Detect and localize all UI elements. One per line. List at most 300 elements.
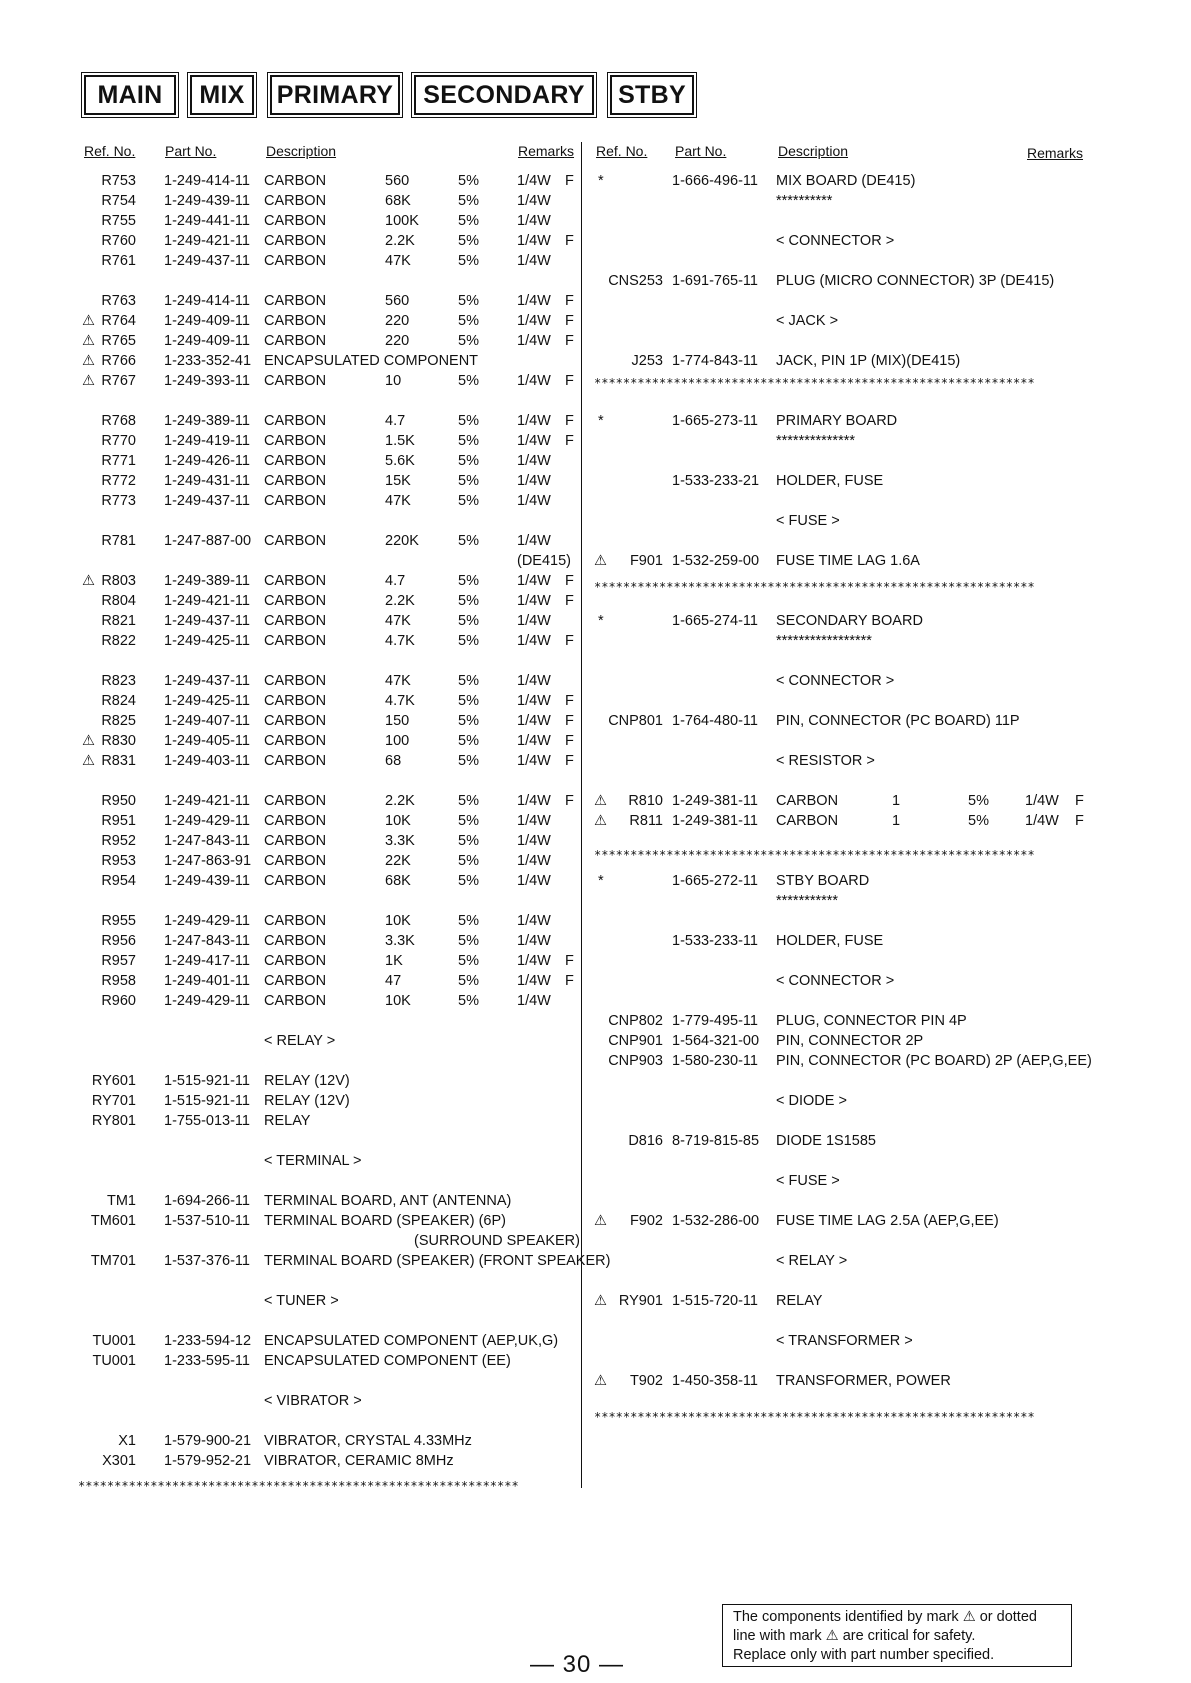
part-no: 1-249-405-11: [164, 733, 250, 749]
description: CARBON: [264, 993, 327, 1009]
flag: F: [565, 733, 574, 749]
ref-no: R753: [101, 173, 136, 189]
power-rating: 1/4W: [517, 213, 551, 229]
value: 220: [385, 313, 410, 329]
part-no: 1-249-409-11: [164, 313, 250, 329]
description: PLUG, CONNECTOR PIN 4P: [776, 1013, 967, 1029]
description: CARBON: [264, 933, 327, 949]
power-rating: 1/4W: [517, 853, 551, 869]
value: 4.7K: [385, 693, 415, 709]
description: CARBON: [264, 533, 327, 549]
tab-secondary[interactable]: SECONDARY: [414, 75, 594, 115]
description: SECONDARY BOARD: [776, 613, 923, 629]
ref-no: T902: [629, 1373, 663, 1389]
tab-mix[interactable]: MIX: [190, 75, 254, 115]
part-no: 1-249-409-11: [164, 333, 250, 349]
tolerance: 5%: [458, 233, 479, 249]
part-no: 1-779-495-11: [672, 1013, 758, 1029]
tolerance: 5%: [458, 253, 479, 269]
value: 3.3K: [385, 933, 415, 949]
value: 68: [385, 753, 402, 769]
description: < TRANSFORMER >: [776, 1333, 913, 1349]
ref-no: R763: [101, 293, 136, 309]
description: < JACK >: [776, 313, 839, 329]
value: 10K: [385, 993, 411, 1009]
part-no: 1-247-863-91: [164, 853, 252, 869]
part-no: 1-249-437-11: [164, 673, 250, 689]
power-rating: 1/4W: [517, 993, 551, 1009]
part-no: 1-249-429-11: [164, 993, 250, 1009]
ref-no: R960: [101, 993, 136, 1009]
description: < TERMINAL >: [264, 1153, 362, 1169]
description: PIN, CONNECTOR (PC BOARD) 11P: [776, 713, 1020, 729]
table-row: [0, 952, 580, 970]
ref-no: CNS253: [608, 273, 663, 289]
table-row: [0, 1092, 1100, 1110]
ref-no: R958: [101, 973, 136, 989]
ref-no: R770: [101, 433, 136, 449]
ref-no: R768: [101, 413, 136, 429]
description: TERMINAL BOARD, ANT (ANTENNA): [264, 1193, 512, 1209]
flag: F: [565, 753, 574, 769]
description: CARBON: [264, 793, 327, 809]
tolerance: 5%: [458, 833, 479, 849]
description: PIN, CONNECTOR (PC BOARD) 2P (AEP,G,EE): [776, 1053, 1092, 1069]
ref-no: R831: [101, 753, 136, 769]
tolerance: 5%: [458, 733, 479, 749]
table-row: [0, 1392, 580, 1410]
ref-no: CNP802: [608, 1013, 663, 1029]
ref-no: R952: [101, 833, 136, 849]
power-rating: 1/4W: [517, 673, 551, 689]
ref-no: RY701: [91, 1093, 136, 1109]
notice-text-2b: are critical for safety.: [838, 1628, 976, 1644]
ref-no: R955: [101, 913, 136, 929]
value: 47K: [385, 673, 411, 689]
value: 4.7K: [385, 633, 415, 649]
description: CARBON: [776, 813, 839, 829]
tolerance: 5%: [458, 933, 479, 949]
value: 47K: [385, 493, 411, 509]
description: TRANSFORMER, POWER: [776, 1373, 951, 1389]
ref-no: R953: [101, 853, 136, 869]
ref-no: R824: [101, 693, 136, 709]
power-rating: (DE415): [517, 553, 571, 569]
part-no: 1-249-389-11: [164, 573, 250, 589]
part-no: 1-247-843-11: [164, 833, 250, 849]
ref-no: D816: [628, 1133, 663, 1149]
description: CARBON: [264, 633, 327, 649]
value: 47K: [385, 253, 411, 269]
table-row: [0, 412, 1100, 430]
warning-triangle-icon: ⚠: [82, 753, 95, 769]
notice-text-2a: line with mark: [733, 1628, 826, 1644]
ref-no: *: [598, 413, 604, 429]
part-no: 1-665-274-11: [672, 613, 758, 629]
power-rating: 1/4W: [517, 613, 551, 629]
part-no: 1-694-266-11: [164, 1193, 250, 1209]
description: < TUNER >: [264, 1293, 339, 1309]
description: RELAY (12V): [264, 1073, 350, 1089]
power-rating: 1/4W: [517, 753, 551, 769]
right-header-remarks: Remarks: [1027, 145, 1084, 161]
flag: F: [1075, 813, 1084, 829]
description: CARBON: [264, 853, 327, 869]
flag: F: [1075, 793, 1084, 809]
description: < RELAY >: [776, 1253, 848, 1269]
ref-no: J253: [631, 353, 663, 369]
table-row: [0, 692, 580, 710]
power-rating: 1/4W: [517, 233, 551, 249]
description: RELAY: [264, 1113, 311, 1129]
part-no: 1-450-358-11: [672, 1373, 758, 1389]
description-continued: (SURROUND SPEAKER): [414, 1233, 580, 1249]
part-no: 1-249-419-11: [164, 433, 250, 449]
part-no: 1-233-595-11: [164, 1353, 250, 1369]
left-end-stars: *************************************************************: [78, 1479, 519, 1493]
flag: F: [565, 313, 574, 329]
tolerance: 5%: [458, 613, 479, 629]
value: 10: [385, 373, 402, 389]
description: CARBON: [264, 413, 327, 429]
section-end-stars: *************************************************************: [594, 848, 1035, 862]
right-header-part: Part No.: [675, 143, 727, 159]
tolerance: 5%: [458, 973, 479, 989]
warning-triangle-icon: ⚠: [962, 1609, 976, 1625]
notice-text-1b: or dotted: [975, 1609, 1037, 1625]
value: 100: [385, 733, 410, 749]
part-no: 1-665-272-11: [672, 873, 758, 889]
ref-no: X1: [118, 1433, 136, 1449]
ref-no: R823: [101, 673, 136, 689]
warning-triangle-icon: ⚠: [594, 1293, 607, 1309]
value: 22K: [385, 853, 411, 869]
power-rating: 1/4W: [517, 333, 551, 349]
warning-triangle-icon: ⚠: [594, 1213, 607, 1229]
description: CARBON: [264, 193, 327, 209]
table-row: [0, 1032, 1100, 1050]
power-rating: 1/4W: [517, 793, 551, 809]
value: 2.2K: [385, 793, 415, 809]
power-rating: 1/4W: [1025, 793, 1059, 809]
ref-no: R767: [101, 373, 136, 389]
part-no: 1-249-429-11: [164, 913, 250, 929]
description: VIBRATOR, CRYSTAL 4.33MHz: [264, 1433, 472, 1449]
part-no: 1-764-480-11: [672, 713, 758, 729]
ref-no: CNP801: [608, 713, 663, 729]
ref-no: R765: [101, 333, 136, 349]
warning-triangle-icon: ⚠: [82, 353, 95, 369]
warning-triangle-icon: ⚠: [82, 573, 95, 589]
tolerance: 5%: [968, 813, 989, 829]
tolerance: 5%: [458, 213, 479, 229]
left-header-remarks: Remarks: [518, 143, 575, 159]
description: CARBON: [264, 333, 327, 349]
power-rating: 1/4W: [517, 833, 551, 849]
table-row: [0, 972, 1100, 990]
part-no: 1-249-441-11: [164, 213, 250, 229]
part-no: 1-249-389-11: [164, 413, 250, 429]
ref-no: R760: [101, 233, 136, 249]
part-no: 1-249-439-11: [164, 873, 250, 889]
description: ENCAPSULATED COMPONENT (EE): [264, 1353, 511, 1369]
table-row: [0, 1132, 1100, 1150]
ref-no: R825: [101, 713, 136, 729]
part-no: 1-533-233-11: [672, 933, 758, 949]
tab-main[interactable]: MAIN: [84, 75, 176, 115]
description: CARBON: [264, 953, 327, 969]
description: CARBON: [264, 233, 327, 249]
value: 1: [892, 793, 901, 809]
part-no: 1-515-921-11: [164, 1073, 250, 1089]
table-row: [0, 832, 580, 850]
table-row: [0, 732, 580, 750]
table-row: [0, 1152, 580, 1170]
page-number: — 30 —: [530, 1651, 625, 1678]
value: 2.2K: [385, 593, 415, 609]
table-row: [0, 272, 1100, 290]
part-no: 1-755-013-11: [164, 1113, 250, 1129]
tolerance: 5%: [458, 993, 479, 1009]
tolerance: 5%: [458, 533, 479, 549]
table-row: [0, 552, 1100, 570]
part-no: 1-249-425-11: [164, 633, 250, 649]
tolerance: 5%: [458, 953, 479, 969]
table-row: [0, 352, 1100, 370]
table-row: [0, 852, 580, 870]
description: < FUSE >: [776, 513, 840, 529]
description: RELAY: [776, 1293, 823, 1309]
table-row: [0, 1192, 580, 1210]
power-rating: 1/4W: [517, 693, 551, 709]
table-row: [0, 992, 580, 1010]
power-rating: 1/4W: [517, 473, 551, 489]
tolerance: 5%: [458, 853, 479, 869]
table-row: [0, 1172, 1100, 1190]
table-row: [0, 192, 1100, 210]
table-row: [0, 1452, 580, 1470]
description: < CONNECTOR >: [776, 973, 895, 989]
flag: F: [565, 233, 574, 249]
warning-triangle-icon: ⚠: [594, 553, 607, 569]
power-rating: 1/4W: [517, 973, 551, 989]
warning-triangle-icon: ⚠: [82, 373, 95, 389]
warning-triangle-icon: ⚠: [594, 793, 607, 809]
part-no: 1-249-421-11: [164, 593, 250, 609]
power-rating: 1/4W: [517, 193, 551, 209]
ref-no: R810: [628, 793, 663, 809]
part-no: 1-249-426-11: [164, 453, 250, 469]
tolerance: 5%: [458, 313, 479, 329]
table-row: [0, 1372, 1100, 1390]
description: CARBON: [264, 433, 327, 449]
power-rating: 1/4W: [517, 173, 551, 189]
value: 4.7: [385, 573, 406, 589]
ref-no: R773: [101, 493, 136, 509]
description: CARBON: [264, 753, 327, 769]
table-row: [0, 1252, 1100, 1270]
safety-notice: [722, 1604, 1072, 1667]
warning-triangle-icon: ⚠: [82, 333, 95, 349]
left-header-desc: Description: [266, 143, 337, 159]
tolerance: 5%: [458, 873, 479, 889]
part-no: 1-249-431-11: [164, 473, 250, 489]
value: 560: [385, 173, 410, 189]
table-row: [0, 632, 1100, 650]
description: CARBON: [264, 313, 327, 329]
description: MIX BOARD (DE415): [776, 173, 916, 189]
description: CARBON: [264, 293, 327, 309]
left-header-part: Part No.: [165, 143, 217, 159]
ref-no: TU001: [92, 1333, 136, 1349]
description: FUSE TIME LAG 2.5A (AEP,G,EE): [776, 1213, 999, 1229]
ref-no: R830: [101, 733, 136, 749]
section-end-stars: *************************************************************: [594, 580, 1035, 594]
value: 68K: [385, 193, 411, 209]
part-no: 1-249-417-11: [164, 953, 250, 969]
description: CARBON: [264, 913, 327, 929]
tolerance: 5%: [458, 473, 479, 489]
ref-no: R954: [101, 873, 136, 889]
power-rating: 1/4W: [517, 633, 551, 649]
power-rating: 1/4W: [517, 313, 551, 329]
power-rating: 1/4W: [517, 493, 551, 509]
description: ENCAPSULATED COMPONENT (AEP,UK,G): [264, 1333, 559, 1349]
description: ***********: [776, 893, 839, 909]
power-rating: 1/4W: [517, 813, 551, 829]
value: 1: [892, 813, 901, 829]
value: 3.3K: [385, 833, 415, 849]
description: CARBON: [264, 173, 327, 189]
part-no: 1-249-393-11: [164, 373, 250, 389]
ref-no: TM701: [90, 1253, 136, 1269]
flag: F: [565, 433, 574, 449]
description: CARBON: [264, 713, 327, 729]
tolerance: 5%: [458, 453, 479, 469]
part-no: 1-532-259-00: [672, 553, 760, 569]
description: CARBON: [264, 573, 327, 589]
power-rating: 1/4W: [517, 433, 551, 449]
table-row: [0, 912, 580, 930]
part-no: 1-249-429-11: [164, 813, 250, 829]
table-row: [0, 792, 1100, 810]
description: CARBON: [264, 673, 327, 689]
part-no: 1-249-407-11: [164, 713, 250, 729]
table-row: [0, 612, 1100, 630]
flag: F: [565, 373, 574, 389]
notice-text-3: Replace only with part number specified.: [733, 1647, 995, 1663]
part-no: 1-666-496-11: [672, 173, 758, 189]
description: CARBON: [264, 693, 327, 709]
table-row: [0, 232, 1100, 250]
tab-primary[interactable]: PRIMARY: [270, 75, 400, 115]
value: 4.7: [385, 413, 406, 429]
warning-triangle-icon: ⚠: [82, 313, 95, 329]
value: 10K: [385, 913, 411, 929]
table-row: [0, 752, 1100, 770]
warning-triangle-icon: ⚠: [594, 813, 607, 829]
table-row: [0, 1432, 580, 1450]
description: RELAY (12V): [264, 1093, 350, 1109]
description: CARBON: [264, 733, 327, 749]
description: FUSE TIME LAG 1.6A: [776, 553, 920, 569]
table-row: [0, 672, 1100, 690]
ref-no: F902: [629, 1213, 663, 1229]
tab-stby[interactable]: STBY: [610, 75, 694, 115]
part-no: 1-774-843-11: [672, 353, 758, 369]
ref-no: TU001: [92, 1353, 136, 1369]
power-rating: 1/4W: [517, 733, 551, 749]
value: 100K: [385, 213, 419, 229]
flag: F: [565, 593, 574, 609]
ref-no: TM1: [107, 1193, 136, 1209]
part-no: 1-515-921-11: [164, 1093, 250, 1109]
ref-no: R957: [101, 953, 136, 969]
part-no: 1-249-403-11: [164, 753, 250, 769]
ref-no: R761: [101, 253, 136, 269]
description: DIODE 1S1585: [776, 1133, 876, 1149]
tolerance: 5%: [458, 373, 479, 389]
table-row: [0, 532, 580, 550]
ref-no: *: [598, 613, 604, 629]
table-row: [0, 292, 580, 310]
part-no: 1-249-421-11: [164, 793, 250, 809]
tolerance: 5%: [458, 493, 479, 509]
description: CARBON: [264, 373, 327, 389]
table-row: [0, 932, 1100, 950]
flag: F: [565, 633, 574, 649]
tolerance: 5%: [458, 913, 479, 929]
description: CARBON: [776, 793, 839, 809]
part-no: 1-691-765-11: [672, 273, 758, 289]
right-header-desc: Description: [778, 143, 849, 159]
ref-no: RY901: [618, 1293, 663, 1309]
section-end-stars: *************************************************************: [594, 1410, 1035, 1424]
flag: F: [565, 793, 574, 809]
power-rating: 1/4W: [1025, 813, 1059, 829]
flag: F: [565, 693, 574, 709]
flag: F: [565, 173, 574, 189]
description: *****************: [776, 633, 872, 649]
power-rating: 1/4W: [517, 933, 551, 949]
value: 560: [385, 293, 410, 309]
part-no: 1-533-233-21: [672, 473, 760, 489]
flag: F: [565, 333, 574, 349]
table-row: [0, 1232, 580, 1250]
table-row: [0, 452, 580, 470]
description: CARBON: [264, 593, 327, 609]
part-no: 1-580-230-11: [672, 1053, 758, 1069]
table-row: [0, 332, 580, 350]
power-rating: 1/4W: [517, 413, 551, 429]
description: CARBON: [264, 453, 327, 469]
table-row: [0, 1052, 1100, 1070]
ref-no: R956: [101, 933, 136, 949]
tolerance: 5%: [458, 433, 479, 449]
table-row: [0, 1072, 580, 1090]
tolerance: 5%: [458, 693, 479, 709]
description: PLUG (MICRO CONNECTOR) 3P (DE415): [776, 273, 1055, 289]
description: CARBON: [264, 473, 327, 489]
tolerance: 5%: [458, 813, 479, 829]
part-no: 1-247-887-00: [164, 533, 252, 549]
flag: F: [565, 293, 574, 309]
value: 150: [385, 713, 410, 729]
value: 10K: [385, 813, 411, 829]
description: < CONNECTOR >: [776, 233, 895, 249]
ref-no: R822: [101, 633, 136, 649]
part-no: 1-249-414-11: [164, 293, 250, 309]
